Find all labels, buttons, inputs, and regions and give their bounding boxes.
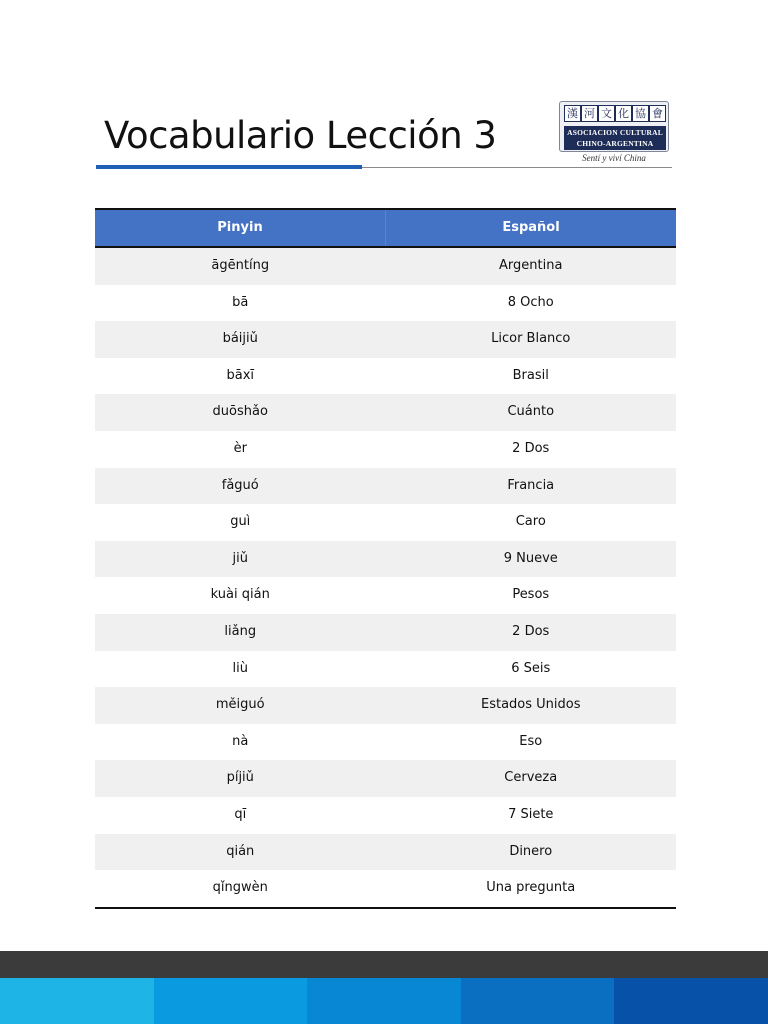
logo-frame xyxy=(559,101,669,152)
column-header-espanol: Español xyxy=(385,210,676,246)
table-row xyxy=(95,687,676,724)
table-row xyxy=(95,577,676,614)
title-accent-bar xyxy=(96,165,362,169)
logo-seal-char: 化 xyxy=(615,105,632,122)
espanol-cell: Dinero xyxy=(509,843,553,859)
table-row xyxy=(95,431,676,468)
footer-blue-band xyxy=(0,978,768,1024)
table-row xyxy=(95,504,676,541)
pinyin-cell: qián xyxy=(226,843,255,859)
espanol-cell: Brasil xyxy=(512,367,549,383)
espanol-cell: 2 Dos xyxy=(512,440,550,456)
espanol-cell: 6 Seis xyxy=(511,660,551,676)
pinyin-cell: jiǔ xyxy=(232,550,248,566)
espanol-cell: 8 Ocho xyxy=(507,294,554,310)
table-row xyxy=(95,651,676,688)
pinyin-cell: guì xyxy=(230,514,251,530)
footer-segment xyxy=(154,978,308,1024)
table-header-row xyxy=(95,210,676,248)
pinyin-cell: èr xyxy=(233,440,247,456)
table-row xyxy=(95,468,676,505)
espanol-cell: Argentina xyxy=(499,258,563,273)
logo-seal-char: 文 xyxy=(598,105,615,122)
pinyin-cell: liǎng xyxy=(224,623,257,639)
table-row xyxy=(95,321,676,358)
footer-segment xyxy=(307,978,461,1024)
pinyin-cell: āgēntíng xyxy=(211,258,270,273)
table-row xyxy=(95,541,676,578)
association-logo xyxy=(559,101,671,165)
logo-seal-char: 河 xyxy=(581,105,598,122)
logo-seal-char: 會 xyxy=(649,105,666,122)
pinyin-cell: qǐngwèn xyxy=(212,880,268,896)
pinyin-cell: qī xyxy=(234,806,247,822)
table-row xyxy=(95,285,676,322)
column-header-pinyin: Pinyin xyxy=(217,220,263,235)
table-row xyxy=(95,760,676,797)
pinyin-cell: fǎguó xyxy=(221,477,259,493)
espanol-cell: Cuánto xyxy=(507,404,555,420)
espanol-cell: 7 Siete xyxy=(508,806,554,822)
espanol-cell: 2 Dos xyxy=(512,623,550,639)
pinyin-cell: liù xyxy=(232,660,248,676)
logo-name-line2: CHINO-ARGENTINA xyxy=(576,139,654,148)
espanol-cell: Una pregunta xyxy=(486,880,576,896)
logo-seal-char: 協 xyxy=(632,105,649,122)
logo-name-band xyxy=(564,126,666,150)
espanol-cell: 9 Nueve xyxy=(503,550,558,566)
page-title: Vocabulario Lección 3 xyxy=(104,114,497,157)
footer-segment xyxy=(614,978,768,1024)
pinyin-cell: duōshǎo xyxy=(212,404,268,420)
footer-segment xyxy=(0,978,154,1024)
footer-segment xyxy=(461,978,615,1024)
table-body xyxy=(95,248,676,907)
espanol-cell: Estados Unidos xyxy=(480,697,581,713)
espanol-cell: Cerveza xyxy=(504,770,558,786)
pinyin-cell: kuài qián xyxy=(210,587,270,603)
espanol-cell: Pesos xyxy=(512,587,550,603)
table-row xyxy=(95,797,676,834)
logo-seal-char: 漢 xyxy=(564,105,581,122)
table-row xyxy=(95,394,676,431)
pinyin-cell: bā xyxy=(232,294,249,310)
table-row xyxy=(95,248,676,285)
logo-name-line1: ASOCIACION CULTURAL xyxy=(567,128,663,137)
table-row xyxy=(95,358,676,395)
table-row xyxy=(95,724,676,761)
espanol-cell: Caro xyxy=(515,514,546,530)
footer-dark-band xyxy=(0,951,768,978)
table-row xyxy=(95,614,676,651)
logo-seal-row xyxy=(564,105,666,123)
pinyin-cell: měiguó xyxy=(215,697,265,713)
pinyin-cell: báijiǔ xyxy=(222,331,258,347)
pinyin-cell: bāxī xyxy=(226,367,255,383)
pinyin-cell: píjiǔ xyxy=(226,770,254,786)
table-row xyxy=(95,834,676,871)
logo-tagline: Sentí y viví China xyxy=(582,153,646,163)
pinyin-cell: nà xyxy=(232,733,249,749)
vocabulary-table xyxy=(95,208,676,909)
espanol-cell: Licor Blanco xyxy=(491,331,571,347)
espanol-cell: Eso xyxy=(519,733,543,749)
table-row xyxy=(95,870,676,907)
espanol-cell: Francia xyxy=(507,477,555,493)
